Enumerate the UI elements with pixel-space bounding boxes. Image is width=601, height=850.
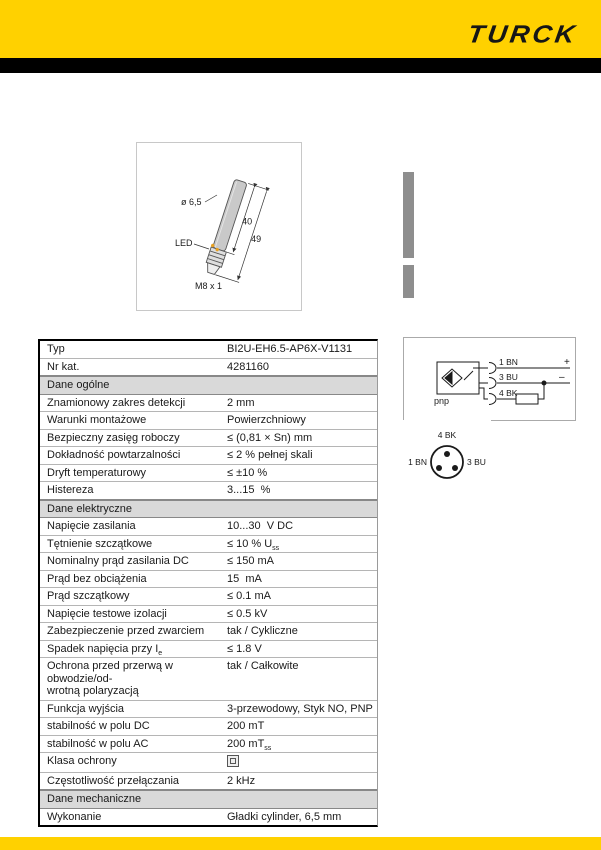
table-row: [40, 395, 377, 412]
connector-pinout: [403, 420, 491, 496]
table-row: [40, 622, 377, 640]
spec-label: Wykonanie: [47, 810, 102, 823]
table-section-row: [40, 499, 377, 519]
table-row: [40, 411, 377, 429]
spec-value: 2 kHz: [227, 774, 256, 787]
spec-label: Bezpieczny zasięg roboczy: [47, 431, 180, 444]
section-title: Dane elektryczne: [47, 502, 132, 515]
spec-value: ≤ 0.1 mA: [227, 590, 271, 602]
spec-label: Znamionowy zakres detekcji: [47, 396, 186, 409]
spec-label: stabilność w polu AC: [47, 737, 149, 750]
pnp-label: pnp: [434, 396, 450, 406]
table-row: [40, 605, 377, 623]
table-row: [40, 535, 377, 553]
table-row: [40, 587, 377, 605]
spec-value: ≤ 1.8 V: [227, 642, 262, 655]
product-drawing-figure: [136, 142, 302, 311]
spec-label: Nr kat.: [47, 360, 80, 373]
spec-value: 10...30 V DC: [227, 520, 294, 532]
table-row: [40, 700, 377, 718]
table-row: [40, 735, 377, 753]
footer-bar: [0, 837, 601, 850]
table-row: [40, 464, 377, 482]
table-row: [40, 640, 377, 658]
plus-label: +: [564, 357, 570, 368]
spec-value: 3...15 %: [227, 484, 271, 496]
spec-value: 3-przewodowy, Styk NO, PNP: [227, 702, 373, 715]
sidebar-placeholder-bar-2: [403, 265, 414, 298]
pin-left-label: 1 BN: [408, 457, 427, 467]
spec-label: Ochrona przed przerwą w obwodzie/od- wrotną polaryzacją: [47, 660, 173, 697]
wire1-label: 1 BN: [499, 357, 518, 367]
spec-value: ≤ 0.5 kV: [227, 607, 268, 620]
table-row: [40, 809, 377, 826]
header-rule: [0, 58, 601, 73]
table-row: [40, 752, 377, 772]
spec-label: Klasa ochrony: [47, 755, 117, 767]
spec-value: 200 mT: [227, 720, 265, 732]
dim-49-label: 49: [251, 234, 262, 245]
table-row: [40, 518, 377, 535]
spec-label: Zabezpieczenie przed zwarciem: [47, 625, 205, 637]
spec-label: Częstotliwość przełączania: [47, 774, 180, 787]
wiring-diagram-figure: [403, 337, 576, 421]
protection-class-2-icon: [227, 755, 239, 767]
wire3-label: 4 BK: [499, 388, 518, 398]
spec-label: Dokładność powtarzalności: [47, 449, 181, 461]
section-title: Dane mechaniczne: [47, 793, 142, 805]
wiring-diagram: [404, 338, 575, 420]
spec-label: Warunki montażowe: [47, 414, 147, 426]
spec-value: ≤ 150 mA: [227, 555, 275, 567]
thread-label: M8 x 1: [195, 281, 223, 291]
spec-value: tak / Cykliczne: [227, 625, 298, 637]
table-row: [40, 570, 377, 588]
table-row: [40, 446, 377, 464]
led-label: LED: [175, 238, 193, 248]
dim-40-label: 40: [242, 216, 253, 227]
diameter-label: ø 6,5: [181, 197, 202, 207]
turck-logo: TURCK: [465, 20, 580, 48]
spec-label: Napięcie testowe izolacji: [47, 607, 167, 620]
table-row: [40, 717, 377, 735]
spec-table: [38, 339, 378, 827]
spec-value: BI2U-EH6.5-AP6X-V1131: [227, 343, 353, 355]
spec-label: Prąd szczątkowy: [47, 590, 130, 602]
table-section-row: [40, 789, 377, 809]
spec-value: ≤ (0,81 × Sn) mm: [227, 431, 313, 444]
spec-label: Spadek napięcia przy $I_e$: [47, 642, 163, 657]
sensor-symbol-box: [437, 362, 479, 394]
table-row: [40, 341, 377, 358]
spec-value: tak / Całkowite: [227, 660, 299, 672]
load-resistor: [516, 394, 538, 404]
pinout-figure: [403, 420, 491, 496]
spec-value: ≤ 10 % $U_{ss}$: [227, 537, 280, 552]
spec-label: Funkcja wyjścia: [47, 702, 125, 715]
header-bar: [0, 0, 601, 58]
spec-label: Typ: [47, 343, 65, 355]
table-row: [40, 358, 377, 376]
spec-value: 2 mm: [227, 396, 255, 409]
minus-label: –: [559, 372, 565, 383]
spec-value: 15 mA: [227, 572, 262, 585]
table-row: [40, 481, 377, 499]
spec-label: Napięcie zasilania: [47, 520, 136, 532]
sidebar-placeholder-bar-1: [403, 172, 414, 258]
spec-label: stabilność w polu DC: [47, 720, 150, 732]
sensor-drawing: [137, 143, 301, 310]
spec-label: Prąd bez obciążenia: [47, 572, 147, 585]
spec-value: ≤ 2 % pełnej skali: [227, 449, 313, 461]
spec-value: 4281160: [227, 360, 270, 373]
spec-label: Dryft temperaturowy: [47, 466, 147, 479]
pin-top-label: 4 BK: [437, 430, 457, 440]
connector-face: [431, 446, 463, 478]
table-row: [40, 772, 377, 790]
spec-value: 200 $mT_{ss}$: [227, 737, 272, 752]
spec-value: [223, 755, 377, 770]
table-row: [40, 552, 377, 570]
section-title: Dane ogólne: [47, 379, 110, 391]
spec-value: ≤ ±10 %: [227, 466, 268, 479]
spec-value: Powierzchniowy: [227, 414, 306, 426]
spec-label: Tętnienie szczątkowe: [47, 537, 153, 550]
wire2-label: 3 BU: [499, 372, 518, 382]
spec-value: Gładki cylinder, 6,5 mm: [227, 810, 342, 823]
pin-right-label: 3 BU: [467, 457, 486, 467]
table-row: [40, 657, 377, 700]
spec-label: Histereza: [47, 484, 94, 496]
table-row: [40, 429, 377, 447]
table-section-row: [40, 375, 377, 395]
spec-label: Nominalny prąd zasilania DC: [47, 555, 189, 567]
